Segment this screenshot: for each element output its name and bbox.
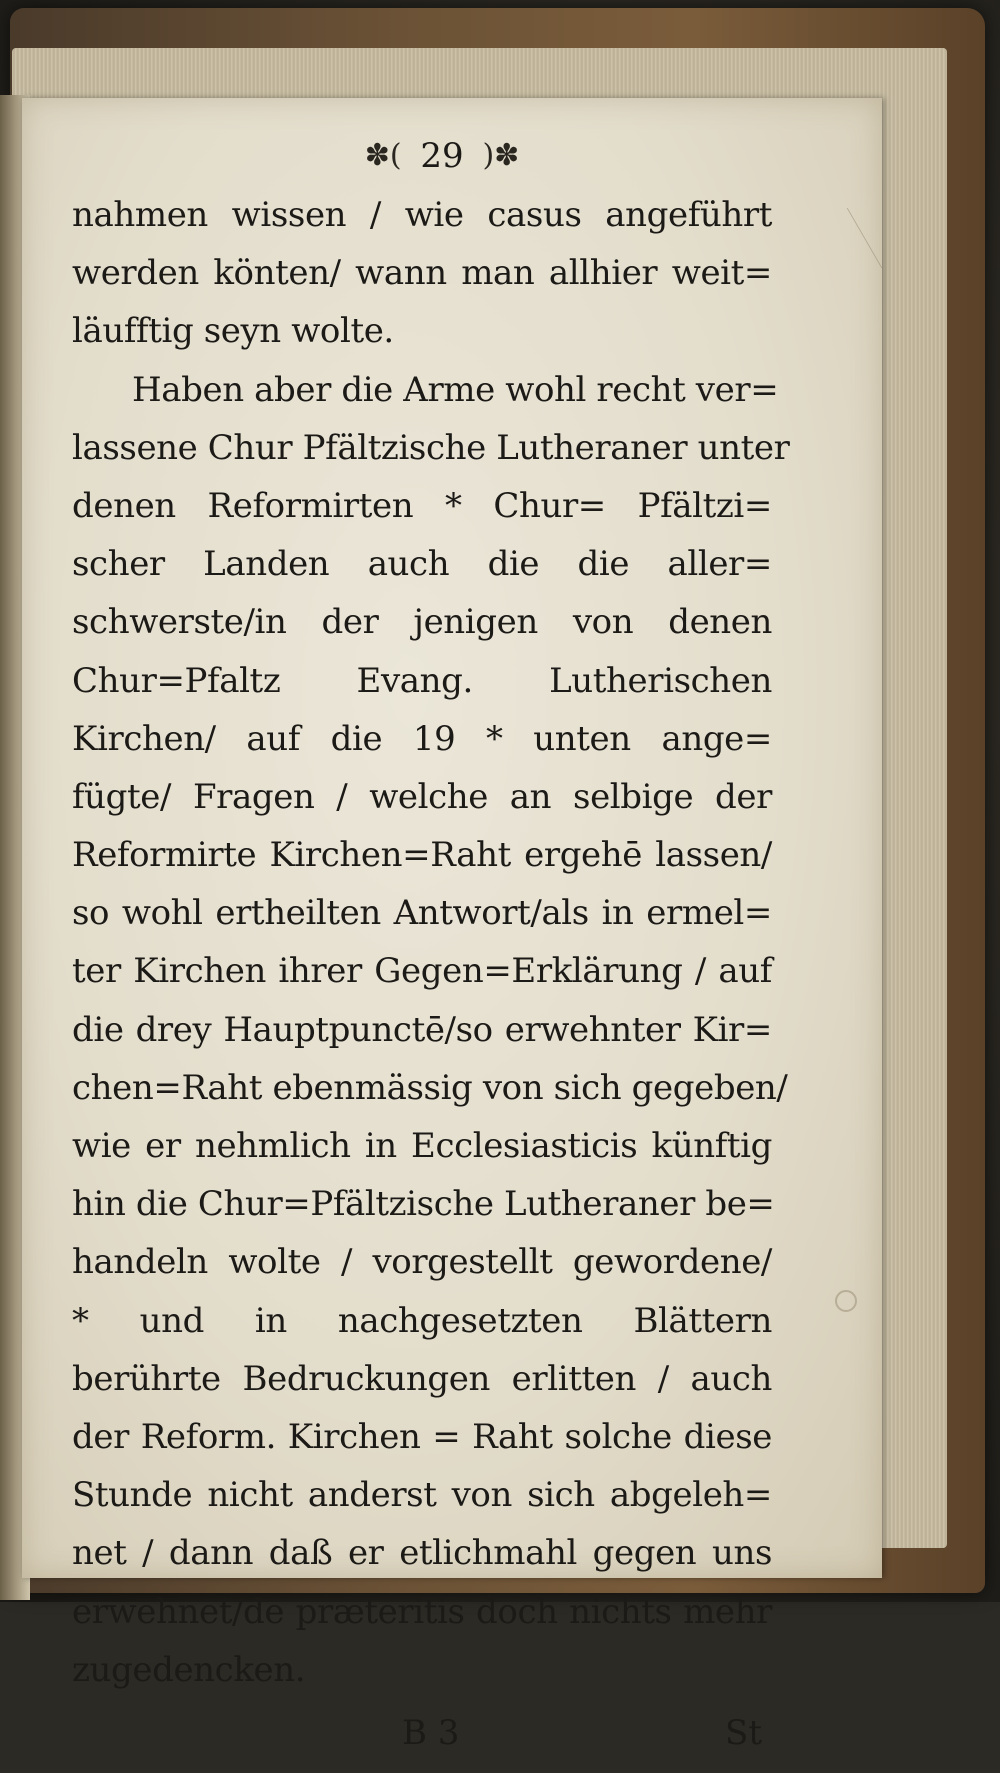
text-line: Chur=Pfaltz Evang. Lutherischen xyxy=(72,660,772,701)
text-line: ter Kirchen ihrer Gegen=Erklärung / auf xyxy=(72,951,772,992)
text-line: berührte Bedruckungen erlitten / auch xyxy=(72,1358,772,1399)
text-line: fügte/ Fragen / welche an selbige der xyxy=(72,776,772,817)
text-line: chen=Raht ebenmässig von sich gegeben/ xyxy=(72,1067,788,1108)
text-line: Kirchen/ auf die 19 * unten ange= xyxy=(72,718,772,759)
text-line: scher Landen auch die die aller= xyxy=(72,544,772,585)
body-text xyxy=(72,186,790,1699)
text-line: denen Reformirten * Chur= Pfältzi= xyxy=(72,485,772,526)
text-line: Reformirte Kirchen=Raht ergehē lassen/ xyxy=(72,835,772,876)
text-line: handeln wolte / vorgestellt gewordene/ xyxy=(72,1242,772,1283)
text-block xyxy=(72,128,790,1773)
text-line: lassene Chur Pfältzische Lutheraner unter xyxy=(72,427,790,468)
ornament-left: ✽( xyxy=(364,138,402,173)
text-line: die drey Hauptpunctē/so erwehnter Kir= xyxy=(72,1009,772,1050)
catchword: St xyxy=(725,1712,762,1753)
text-line: Stunde nicht anderst von sich abgeleh= xyxy=(72,1475,772,1516)
text-line: * und in nachgesetzten Blättern xyxy=(72,1300,772,1341)
text-line: wie er nehmlich in Ecclesiasticis künftig xyxy=(72,1126,772,1166)
text-line: werden könten/ wann man allhier weit= xyxy=(72,253,772,294)
text-line: der Reform. Kirchen = Raht solche diese xyxy=(72,1416,772,1457)
text-line: Haben aber die Arme wohl recht ver= xyxy=(132,369,779,410)
text-line: net / dann daß er etlichmahl gegen uns xyxy=(72,1533,772,1574)
text-line: hin die Chur=Pfältzische Lutheraner be= xyxy=(72,1184,775,1225)
text-line: so wohl ertheilten Antwort/als in ermel= xyxy=(72,893,772,934)
text-line: erwehnet/de præteritis doch nichts mehr xyxy=(72,1591,772,1632)
page-number: 29 xyxy=(420,136,464,176)
ornament-right: )✽ xyxy=(482,138,520,173)
page-header xyxy=(112,128,772,180)
text-line: schwerste/in der jenigen von denen xyxy=(72,602,772,643)
book-page xyxy=(22,98,882,1753)
text-line: zugedencken. xyxy=(72,1649,306,1690)
text-line: nahmen wissen / wie casus angeführt xyxy=(72,195,772,235)
text-line: läufftig seyn wolte. xyxy=(72,311,394,352)
ring-mark xyxy=(835,1290,857,1312)
signature-mark: B 3 xyxy=(402,1712,460,1753)
page-footer xyxy=(72,1713,772,1773)
